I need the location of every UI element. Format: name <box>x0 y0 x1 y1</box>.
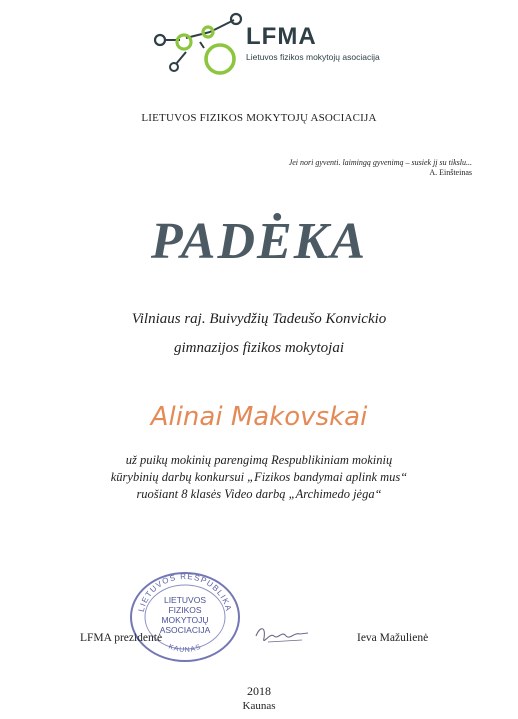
certificate-title: PADĖKA <box>150 213 368 270</box>
epigraph-quote <box>289 158 472 178</box>
stamp-center-line-2: FIZIKOS <box>168 605 202 615</box>
logo-name: LFMA <box>246 23 317 50</box>
recipient-school-line: Vilniaus raj. Buivydžių Tadeušo Konvickio <box>131 311 387 327</box>
reason-line-3: ruošiant 8 klasės Video darbą „Archimedo jėga“ <box>136 487 382 501</box>
svg-text:KAUNAS <box>167 643 202 654</box>
stamp-center-line-3: MOKYTOJŲ <box>161 615 209 625</box>
recipient-role-line: gimnazijos fizikos mokytojai <box>174 340 344 356</box>
quote-author: A. Einšteinas <box>429 168 472 177</box>
official-stamp-icon <box>127 567 243 663</box>
stamp-center-line-1: LIETUVOS <box>163 595 207 605</box>
stamp-ring-text: LIETUVOS RESPUBLIKA <box>136 571 234 613</box>
signer-name: Ieva Mažulienė <box>357 632 429 644</box>
signature-label: LFMA prezidentė <box>80 632 163 644</box>
issue-year: 2018 <box>247 684 271 698</box>
issue-city: Kaunas <box>242 700 276 712</box>
handwritten-signature-icon <box>252 622 312 650</box>
award-reason <box>0 452 518 503</box>
quote-text: Jei nori gyventi. laimingą gyvenimą – susiek jį su tikslu... <box>288 158 472 167</box>
reason-line-2: kūrybinių darbų konkursui „Fizikos bandymai aplink mus“ <box>110 470 408 484</box>
organization-heading: LIETUVOS FIZIKOS MOKYTOJŲ ASOCIACIJA <box>141 112 377 124</box>
stamp-bottom-text: KAUNAS <box>167 643 203 654</box>
stamp-center-line-4: ASOCIACIJA <box>159 625 211 635</box>
logo-subtitle: Lietuvos fizikos mokytojų asociacija <box>246 52 380 62</box>
reason-line-1: už puikų mokinių parengimą Respublikiniam mokinių <box>125 453 393 467</box>
recipient-name: Alinai Makovskai <box>150 402 368 432</box>
logo-text <box>246 24 380 62</box>
